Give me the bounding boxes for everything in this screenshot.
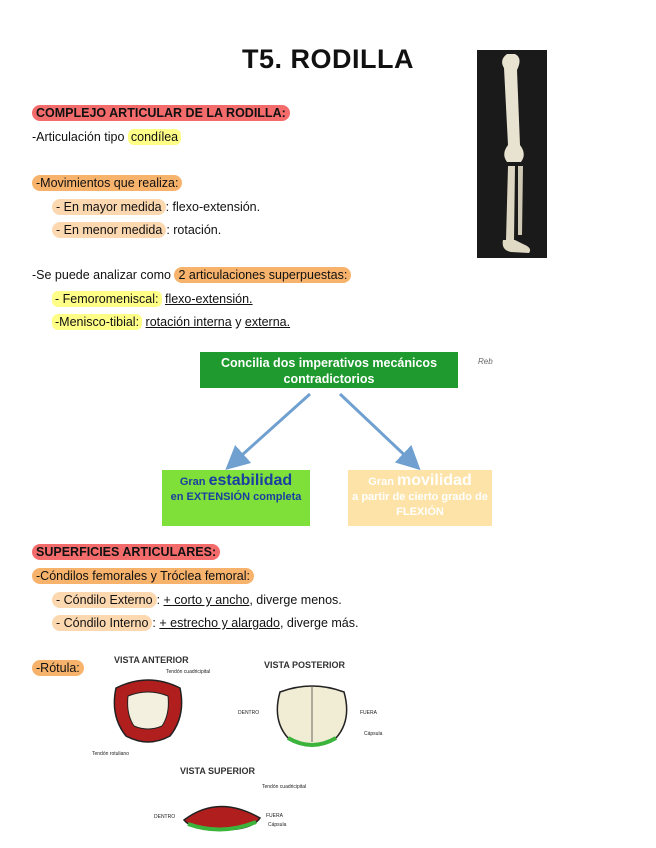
arrow-right [340, 394, 414, 464]
external-condyle-line: - Cóndilo Externo : + corto y ancho, diverge menos. [52, 591, 342, 609]
movement-major-line: - En mayor medida : flexo-extensión. [52, 198, 260, 216]
patella-posterior-figure [272, 680, 352, 750]
outside-label-superior: FUERA [266, 813, 283, 819]
posterior-view-label: VISTA POSTERIOR [264, 660, 346, 670]
meniscotibial-line: -Menisco-tibial: rotación interna y externa. [52, 313, 290, 331]
superior-view-label: VISTA SUPERIOR [180, 766, 256, 776]
capsule-label-posterior: Cápsula [364, 731, 383, 737]
patella-heading: -Rótula: [32, 659, 84, 677]
quad-tendon-label-anterior: Tendón cuadricipital [166, 669, 211, 675]
condyles-heading: -Cóndilos femorales y Tróclea femoral: [32, 567, 254, 585]
movements-heading: -Movimientos que realiza: [32, 174, 182, 192]
inside-label-superior: DENTRO [154, 814, 176, 820]
movement-minor-line: - En menor medida : rotación. [52, 221, 221, 239]
knee-xray-image [477, 50, 547, 258]
anterior-view-label: VISTA ANTERIOR [114, 655, 189, 665]
reference-note: Reb [478, 357, 493, 366]
section-heading-complejo: COMPLEJO ARTICULAR DE LA RODILLA: [32, 104, 290, 122]
stability-box: Gran estabilidad en EXTENSIÓN completa [162, 470, 310, 526]
patellar-tendon-label: Tendón rotuliano [92, 751, 129, 757]
articulation-type-line: -Articulación tipo condílea [32, 128, 181, 146]
superposed-joints-line: -Se puede analizar como 2 articulaciones superpuestas: [32, 266, 351, 284]
surfaces-heading: SUPERFICIES ARTICULARES: [32, 543, 220, 561]
outside-label-posterior: FUERA [360, 710, 377, 716]
capsule-label-superior: Cápsula [268, 822, 287, 828]
inside-label-posterior: DENTRO [238, 710, 260, 716]
femoromeniscal-line: - Femoromeniscal: flexo-extensión. [52, 290, 253, 308]
mobility-box: Gran movilidad a partir de cierto grado de FLEXIÓN [348, 470, 492, 526]
concept-main-box: Concilia dos imperativos mecánicos contradictorios [200, 352, 458, 388]
diagram-arrows [150, 388, 510, 474]
patella-superior-figure [182, 796, 262, 836]
arrow-left [232, 394, 310, 464]
patella-anterior-figure [108, 670, 188, 750]
page-title: T5. RODILLA [242, 44, 414, 74]
quad-tendon-label-superior: Tendón cuadricipital [262, 784, 307, 790]
internal-condyle-line: - Cóndilo Interno : + estrecho y alargado, diverge más. [52, 614, 358, 632]
